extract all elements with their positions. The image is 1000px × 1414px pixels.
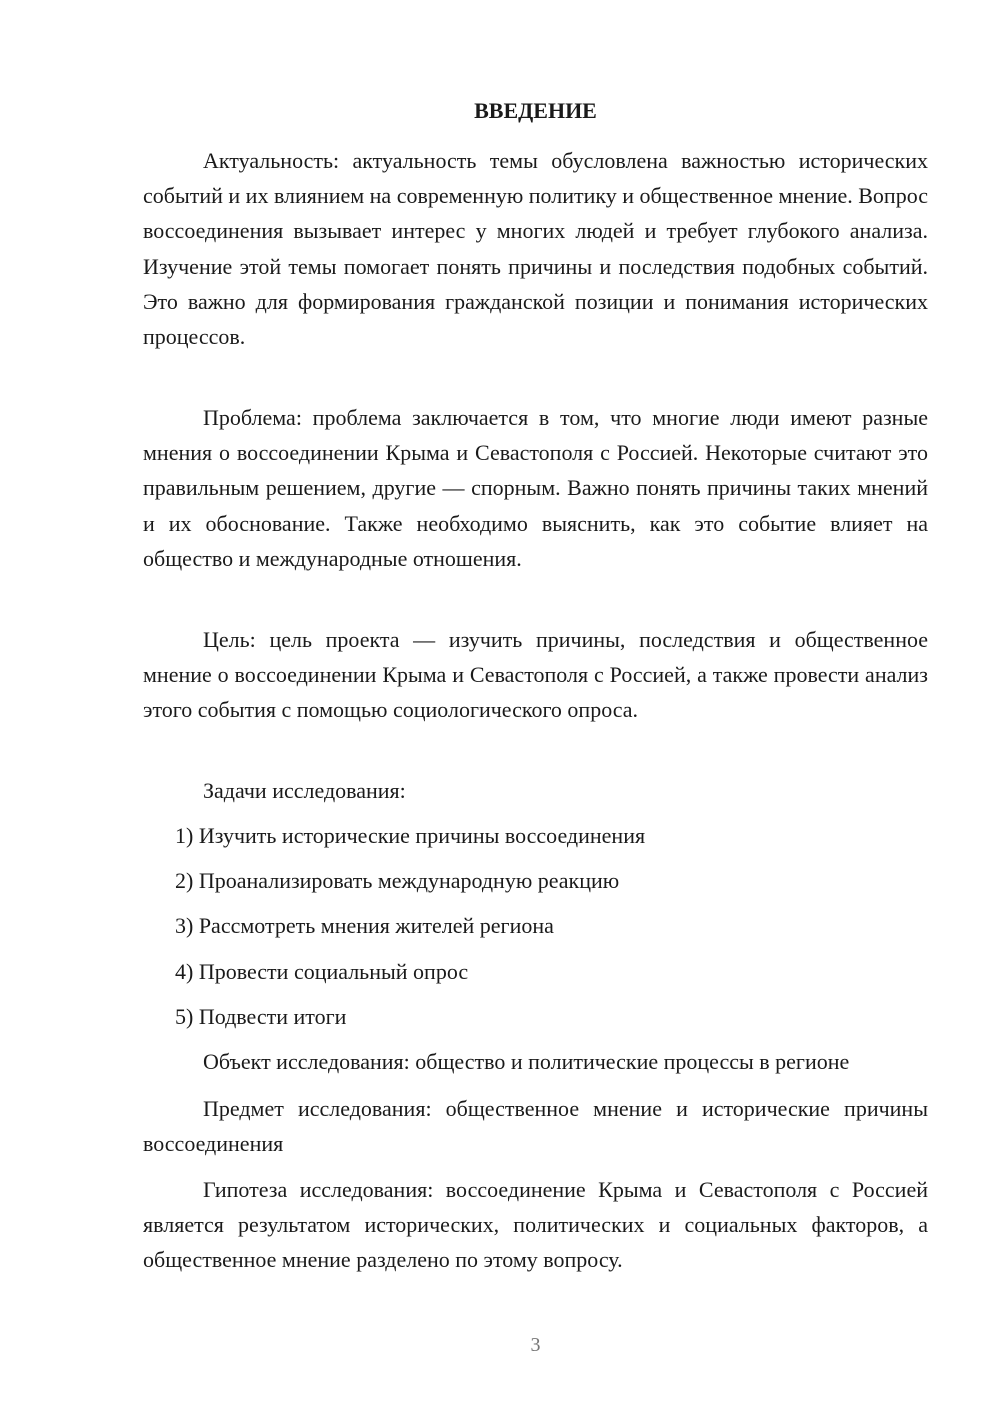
paragraph-hypothesis: Гипотеза исследования: воссоединение Крыма и Севастополя с Россией является результатом исторических, политических и социальных факторов, а общественное мнение разделено по этому вопросу. xyxy=(143,1177,928,1273)
page-number: 3 xyxy=(530,1334,541,1356)
paragraph-object: Объект исследования: общество и политические процессы в регионе xyxy=(203,1049,850,1074)
paragraph-relevance: Актуальность: актуальность темы обусловлена важностью исторических событий и их влиянием на современную политику и общественное мнение. Вопрос воссоединения вызывает интерес у многих людей и требует глубокого анализа. Изучение этой темы помогает понять причины и последствия подобных событий. Это важно для формирования гражданской позиции и понимания исторических процессов. xyxy=(143,148,929,350)
list-item: 1) Изучить исторические причины воссоединения xyxy=(175,823,646,848)
list-item: 4) Провести социальный опрос xyxy=(175,959,469,984)
paragraph-problem: Проблема: проблема заключается в том, что многие люди имеют разные мнения о воссоединении Крыма и Севастополя с Россией. Некоторые считают это правильным решением, другие — спорным. Важно понять причины таких мнений и их обоснование. Также необходимо выяснить, как это событие влияет на общество и международные отношения. xyxy=(143,405,928,571)
list-item: 5) Подвести итоги xyxy=(175,1004,347,1029)
page-content xyxy=(143,0,928,1414)
paragraph-subject: Предмет исследования: общественное мнение и исторические причины воссоединения xyxy=(143,1096,928,1157)
page-title: ВВЕДЕНИЕ xyxy=(474,98,597,123)
tasks-heading: Задачи исследования: xyxy=(203,778,406,803)
list-item: 3) Рассмотреть мнения жителей региона xyxy=(175,913,554,938)
list-item: 2) Проанализировать международную реакцию xyxy=(175,868,620,893)
paragraph-goal: Цель: цель проекта — изучить причины, последствия и общественное мнение о воссоединении Крыма и Севастополя с Россией, а также провести анализ этого события с помощью социологического опроса. xyxy=(143,627,928,723)
